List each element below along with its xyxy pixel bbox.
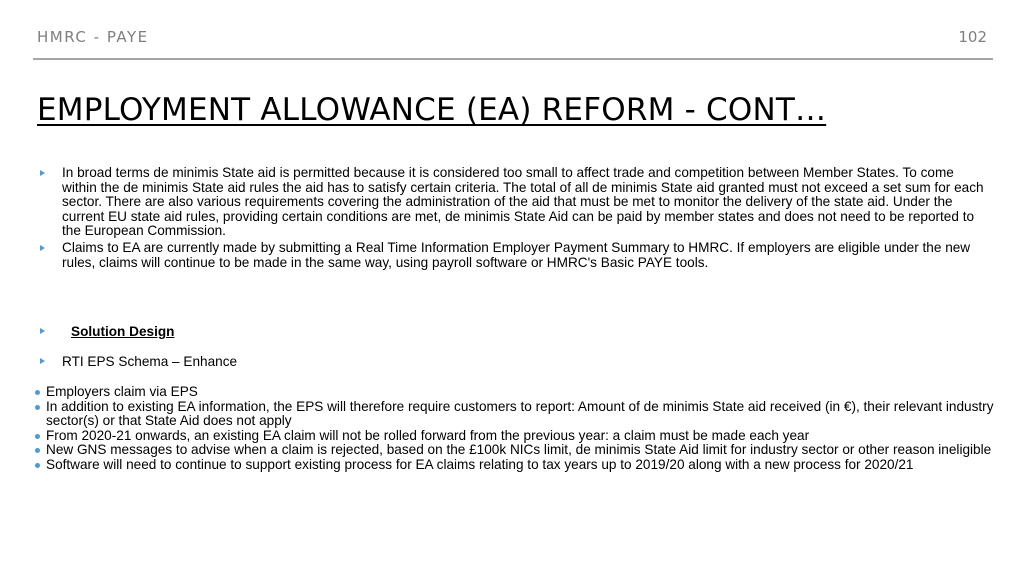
triangle-bullet-icon [40,170,45,176]
dot-bullet-icon [35,448,40,453]
sub-point-item [35,429,995,444]
sub-point-item [35,400,995,429]
sub-point-item [35,443,995,458]
dot-bullet-icon [35,405,40,410]
bullet-text: Claims to EA are currently made by submitting a Real Time Information Employer Payment Summary to HMRC. If employers are eligible under the new rules, claims will continue to be made in the same way, using payroll software or HMRC's Basic PAYE tools. [62,239,971,270]
bullet-item [40,166,990,239]
sub-point-text: New GNS messages to advise when a claim is rejected, based on the £100k NICs limit, de minimis State Aid limit for industry sector or other reason ineligible [46,442,992,458]
main-bullet-list [40,166,990,272]
schema-line-text: RTI EPS Schema – Enhance [62,354,238,369]
sub-point-text: In addition to existing EA information, the EPS will therefore require customers to report: Amount of de minimis State aid received (in €), their relevant industry sector(s) or that State Aid does not apply [46,398,994,429]
slide-title: EMPLOYMENT ALLOWANCE (EA) REFORM - CONT… [37,92,827,128]
dot-bullet-icon [35,434,40,439]
bullet-item [40,241,990,270]
dot-bullet-icon [35,390,40,395]
sub-point-item [35,458,995,473]
header-label: HMRC - PAYE [37,28,149,46]
triangle-bullet-icon [40,245,45,251]
header-divider [33,58,993,60]
page-number: 102 [958,28,987,46]
sub-point-list [35,385,995,473]
bullet-text: In broad terms de minimis State aid is permitted because it is considered too small to affect trade and competition between Member States. To come within the de minimis State aid rules the aid has to satisfy certain criteria. The total of all de minimis State aid granted must not exceed a set sum for each sector. There are also various requirements covering the administration of the aid that must be met to monitor the delivery of the state aid. Under the current EU state aid rules, providing certain conditions are met, de minimis State Aid can be paid by member states and does not need to be reported to the European Commission. [62,165,984,239]
dot-bullet-icon [35,463,40,468]
triangle-bullet-icon [40,358,45,364]
solution-design-label: Solution Design [71,324,175,339]
sub-point-text: From 2020-21 onwards, an existing EA claim will not be rolled forward from the previous year: a claim must be made each year [46,427,810,443]
schema-line [40,354,962,369]
solution-design-heading [40,324,971,339]
sub-point-text: Employers claim via EPS [46,384,198,399]
triangle-bullet-icon [40,328,45,334]
sub-point-text: Software will need to continue to support existing process for EA claims relating to tax years up to 2019/20 along with a new process for 2020/21 [46,456,914,472]
sub-point-item [35,385,995,400]
